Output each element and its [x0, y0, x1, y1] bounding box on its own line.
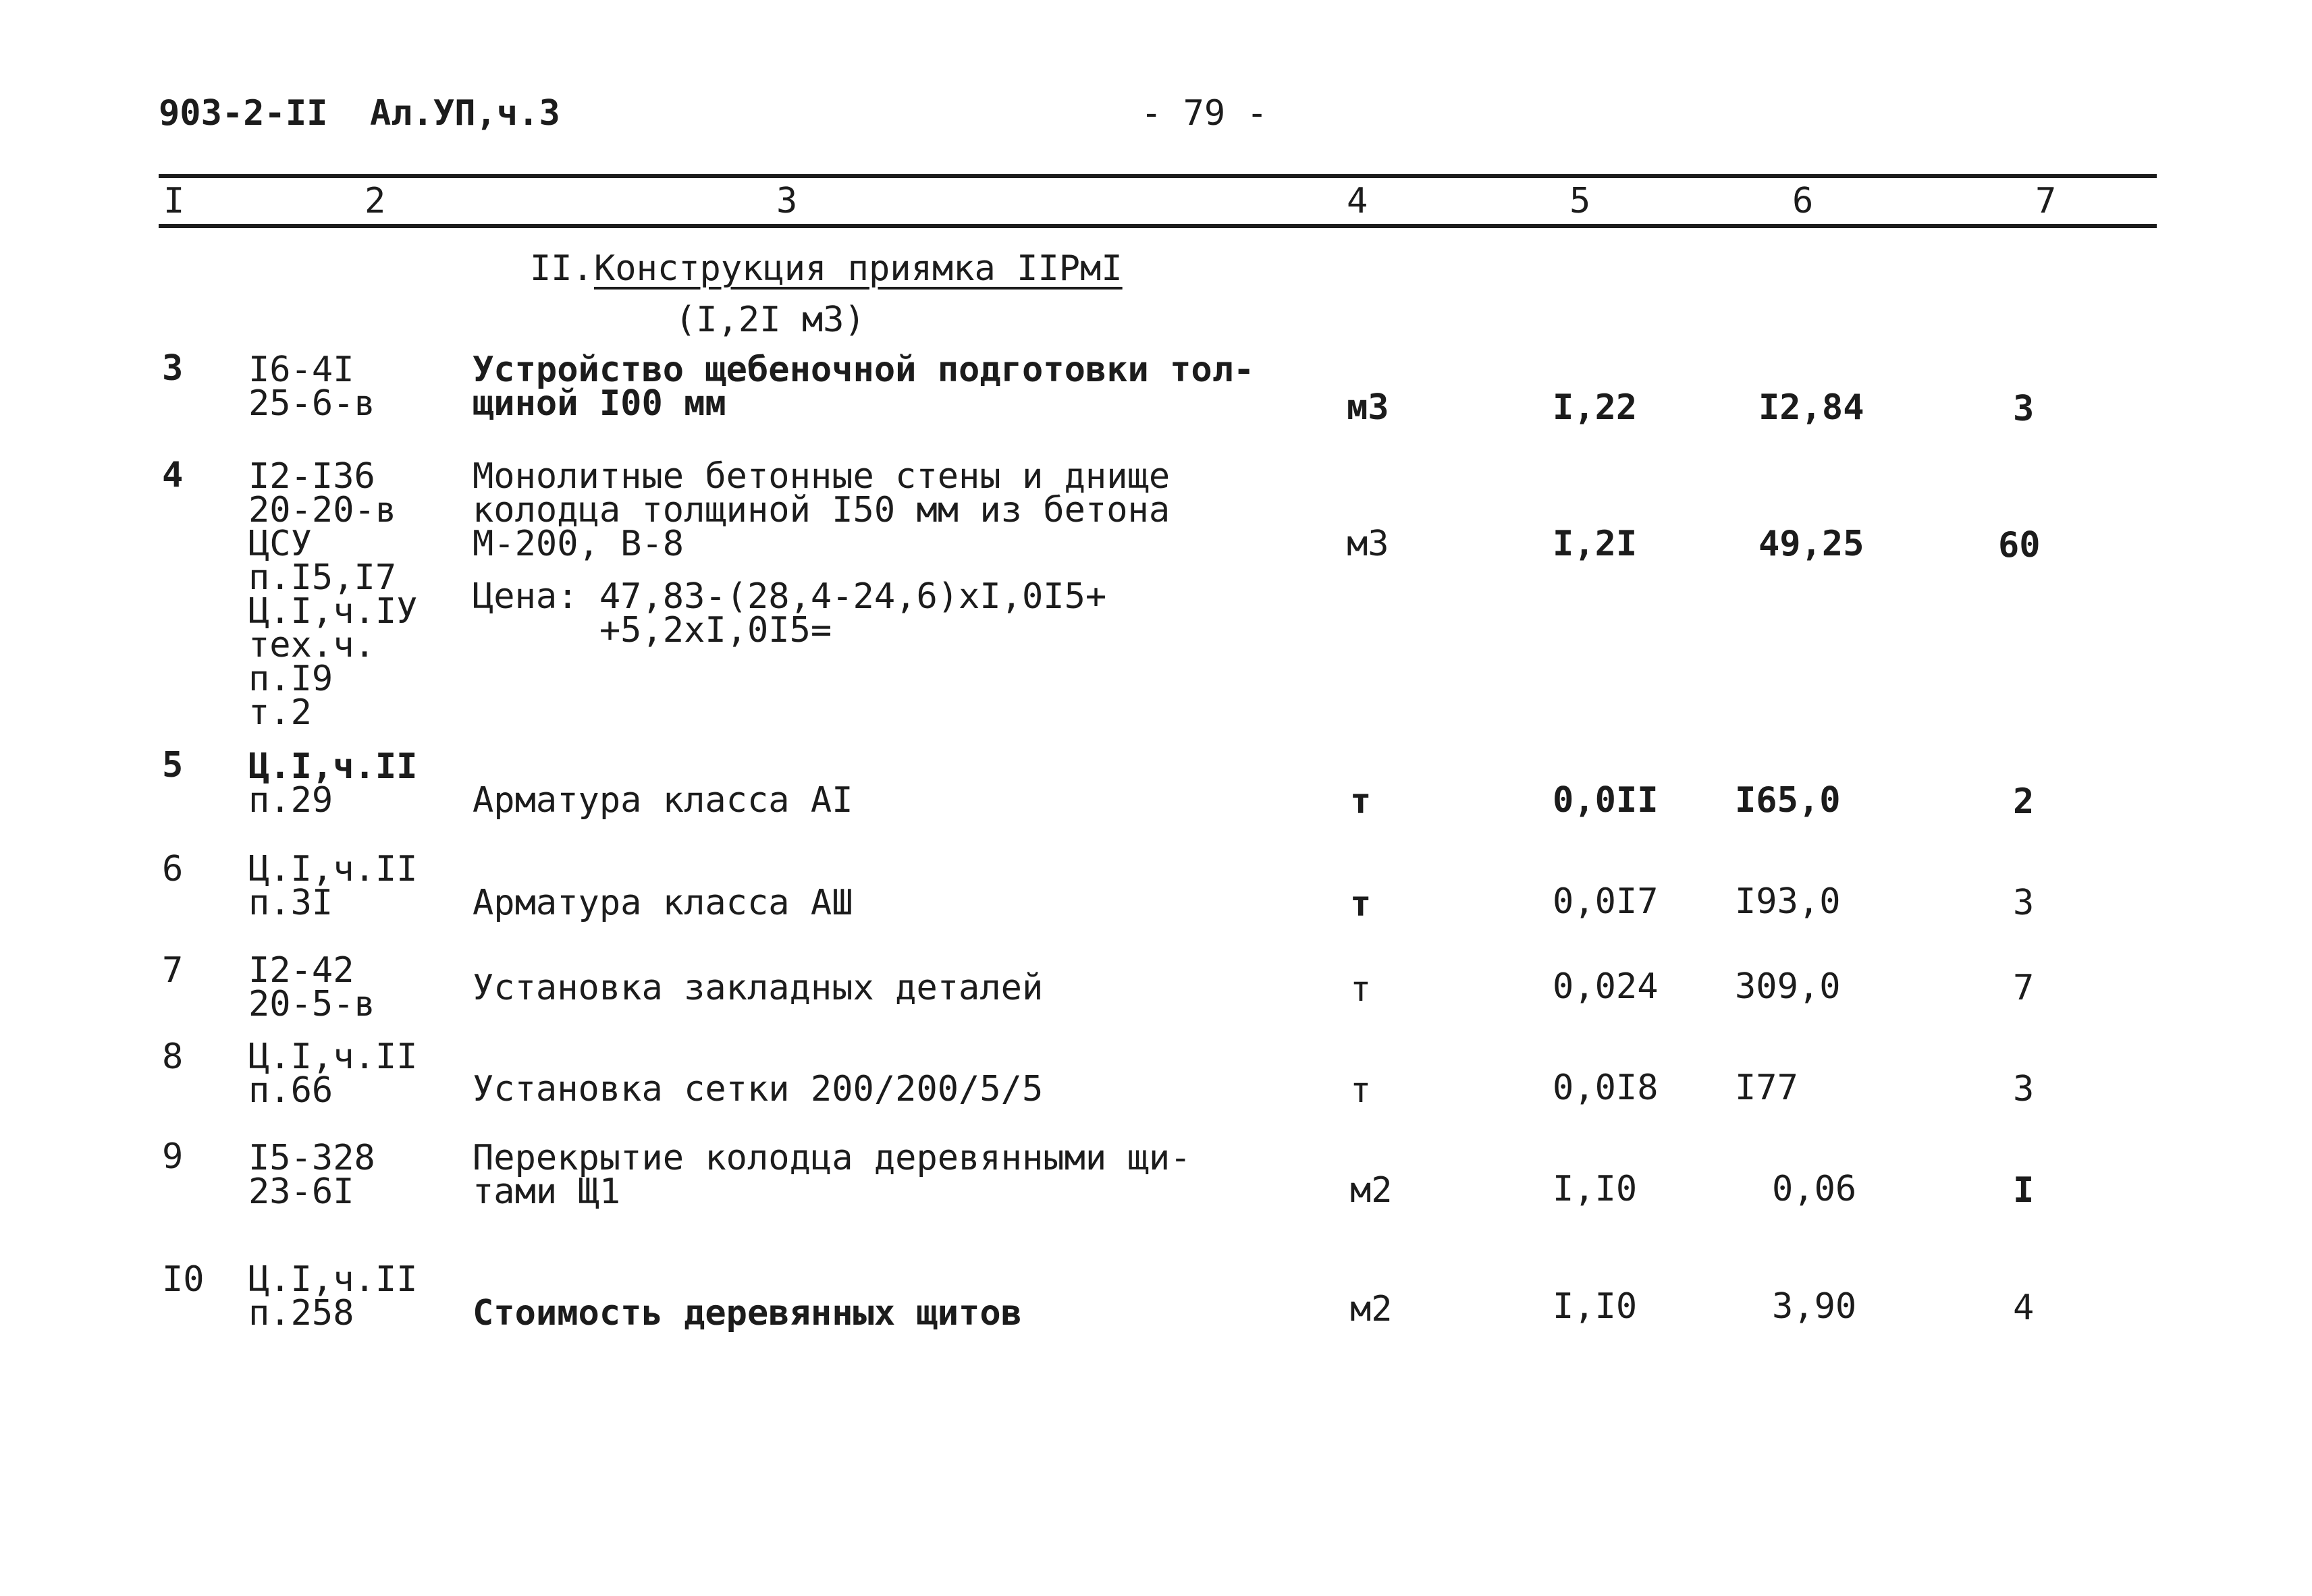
row-description-line: Арматура класса АI — [473, 780, 853, 821]
album-reference: Ал.УП,ч.3 — [370, 93, 560, 134]
row-reference-line: I2-I36 — [248, 456, 375, 497]
row-total: 4 — [2013, 1288, 2035, 1328]
row-description-line: тами Щ1 — [473, 1172, 621, 1212]
row-price: I93,0 — [1735, 881, 1841, 922]
row-description-line: Установка закладных деталей — [473, 968, 1044, 1008]
row-price: I65,0 — [1735, 780, 1841, 821]
row-number: I0 — [162, 1259, 205, 1300]
row-reference-line: Ц.I,ч.II — [248, 746, 418, 787]
row-unit: м2 — [1350, 1289, 1393, 1329]
row-description-line: колодца толщиной I50 мм из бетона — [473, 490, 1171, 530]
row-price: 49,25 — [1758, 524, 1864, 564]
row-reference-line: п.I5,I7 — [248, 557, 397, 598]
row-description-line: Перекрытие колодца деревянными щи- — [473, 1138, 1191, 1178]
column-header-4: 4 — [1347, 181, 1368, 221]
row-price-note-line: Цена: 47,83-(28,4-24,6)хI,0I5+ — [473, 576, 1107, 617]
row-description-line: Монолитные бетонные стены и днище — [473, 456, 1171, 497]
row-number: 5 — [162, 745, 184, 786]
row-reference-line: 20-20-в — [248, 490, 397, 530]
row-unit: т — [1350, 781, 1372, 822]
column-header-5: 5 — [1569, 181, 1591, 221]
section-subtitle: (I,2I м3) — [675, 300, 865, 340]
row-price: 3,90 — [1772, 1286, 1857, 1327]
row-number: 7 — [162, 950, 184, 991]
row-unit: м3 — [1347, 387, 1389, 428]
row-total: 3 — [2013, 389, 2035, 429]
column-header-1: I — [163, 181, 185, 221]
row-number: 6 — [162, 849, 184, 889]
row-reference-line: п.3I — [248, 883, 333, 923]
section-title: Конструкция приямка IIРмI — [594, 248, 1123, 289]
row-total: I — [2013, 1170, 2035, 1211]
row-reference-line: п.29 — [248, 780, 333, 821]
row-quantity: I,I0 — [1553, 1169, 1638, 1209]
row-reference-line: I2-42 — [248, 950, 354, 991]
column-header-6: 6 — [1792, 181, 1814, 221]
row-reference-line: 25-6-в — [248, 383, 375, 424]
row-unit: т — [1350, 969, 1372, 1010]
row-total: 3 — [2013, 1069, 2035, 1109]
row-number: 3 — [162, 348, 184, 389]
row-reference-line: п.66 — [248, 1070, 333, 1111]
row-description-line: Арматура класса АШ — [473, 883, 853, 923]
row-reference-line: п.258 — [248, 1293, 354, 1333]
section-title-prefix: II. — [530, 248, 593, 289]
row-reference-line: Ц.I,ч.IУ — [248, 591, 418, 632]
row-quantity: 0,0I7 — [1553, 881, 1659, 922]
row-reference-line: 20-5-в — [248, 984, 375, 1024]
row-unit: т — [1350, 1070, 1372, 1111]
document-code: 903-2-II — [159, 93, 328, 134]
row-total: 2 — [2013, 781, 2035, 822]
row-price-note-line: +5,2хI,0I5= — [473, 610, 832, 651]
row-unit: м3 — [1347, 524, 1389, 564]
row-description-line: Устройство щебеночной подготовки тол- — [473, 350, 1255, 390]
row-reference-line: п.I9 — [248, 659, 333, 699]
row-reference-line: Ц.I,ч.II — [248, 1037, 418, 1077]
row-unit: м2 — [1350, 1170, 1393, 1211]
row-price: 0,06 — [1772, 1169, 1857, 1209]
row-number: 8 — [162, 1037, 184, 1077]
row-description-line: Стоимость деревянных щитов — [473, 1293, 1022, 1333]
row-description-line: щиной I00 мм — [473, 383, 726, 424]
row-reference-line: I6-4I — [248, 350, 354, 390]
column-header-7: 7 — [2035, 181, 2057, 221]
table-header-rule — [159, 224, 2157, 228]
row-reference-line: тех.ч. — [248, 625, 375, 665]
row-quantity: I,I0 — [1553, 1286, 1638, 1327]
row-unit: т — [1350, 884, 1372, 925]
row-number: 4 — [162, 455, 184, 495]
row-quantity: 0,0I8 — [1553, 1068, 1659, 1108]
row-reference-line: Ц.I,ч.II — [248, 849, 418, 889]
row-description-line: М-200, В-8 — [473, 524, 684, 564]
row-price: I77 — [1735, 1068, 1798, 1108]
row-price: 309,0 — [1735, 966, 1841, 1007]
row-description-line: Установка сетки 200/200/5/5 — [473, 1069, 1044, 1109]
row-quantity: I,2I — [1553, 524, 1638, 564]
row-reference-line: Ц.I,ч.II — [248, 1259, 418, 1300]
page-number: - 79 - — [1141, 93, 1268, 134]
column-header-2: 2 — [365, 181, 386, 221]
row-total: 3 — [2013, 883, 2035, 923]
row-reference-line: I5-328 — [248, 1138, 375, 1178]
row-number: 9 — [162, 1136, 184, 1177]
row-quantity: 0,024 — [1553, 966, 1659, 1007]
row-reference-line: 23-6I — [248, 1172, 354, 1212]
table-top-rule — [159, 174, 2157, 178]
row-total: 60 — [1998, 525, 2041, 566]
row-price: I2,84 — [1758, 387, 1864, 428]
row-total: 7 — [2013, 968, 2035, 1008]
row-quantity: I,22 — [1553, 387, 1638, 428]
row-reference-line: т.2 — [248, 692, 312, 733]
column-header-3: 3 — [776, 181, 798, 221]
row-reference-line: ЦСУ — [248, 524, 312, 564]
row-quantity: 0,0II — [1553, 780, 1659, 821]
